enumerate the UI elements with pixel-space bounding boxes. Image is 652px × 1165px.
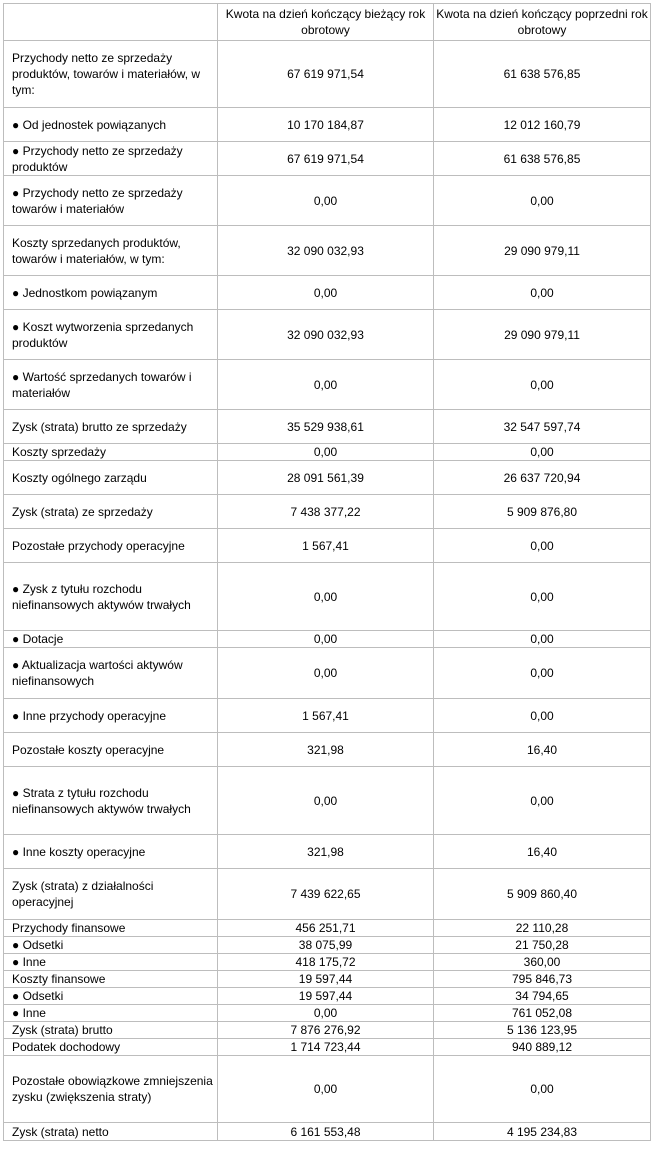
current-year-value: 1 567,41 — [218, 529, 434, 563]
previous-year-value: 0,00 — [434, 276, 651, 310]
table-row — [4, 971, 651, 988]
row-label: Koszty sprzedanych produktów, towarów i materiałów, w tym: — [4, 226, 218, 276]
header-empty-cell — [4, 4, 218, 41]
current-year-value: 28 091 561,39 — [218, 461, 434, 495]
table-row — [4, 767, 651, 835]
previous-year-value: 761 052,08 — [434, 1005, 651, 1022]
current-year-value: 38 075,99 — [218, 937, 434, 954]
current-year-value: 7 439 622,65 — [218, 869, 434, 920]
current-year-value: 67 619 971,54 — [218, 41, 434, 108]
table-row — [4, 444, 651, 461]
table-row — [4, 699, 651, 733]
table-row — [4, 461, 651, 495]
row-label: Zysk (strata) brutto ze sprzedaży — [4, 410, 218, 444]
previous-year-value: 21 750,28 — [434, 937, 651, 954]
previous-year-value: 4 195 234,83 — [434, 1123, 651, 1141]
previous-year-value: 26 637 720,94 — [434, 461, 651, 495]
row-label: ● Od jednostek powiązanych — [4, 108, 218, 142]
table-row — [4, 1039, 651, 1056]
current-year-value: 35 529 938,61 — [218, 410, 434, 444]
current-year-value: 7 438 377,22 — [218, 495, 434, 529]
table-row — [4, 920, 651, 937]
previous-year-value: 5 136 123,95 — [434, 1022, 651, 1039]
table-row — [4, 529, 651, 563]
header-previous-year: Kwota na dzień kończący poprzedni rok obrotowy — [434, 4, 651, 41]
row-label: Koszty ogólnego zarządu — [4, 461, 218, 495]
table-row — [4, 1005, 651, 1022]
row-label: Zysk (strata) z działalności operacyjnej — [4, 869, 218, 920]
table-row — [4, 142, 651, 176]
table-row — [4, 1056, 651, 1123]
row-label: ● Inne — [4, 1005, 218, 1022]
current-year-value: 67 619 971,54 — [218, 142, 434, 176]
row-label: ● Przychody netto ze sprzedaży produktów — [4, 142, 218, 176]
previous-year-value: 32 547 597,74 — [434, 410, 651, 444]
table-row — [4, 1022, 651, 1039]
row-label: ● Dotacje — [4, 631, 218, 648]
previous-year-value: 5 909 860,40 — [434, 869, 651, 920]
previous-year-value: 16,40 — [434, 835, 651, 869]
previous-year-value: 360,00 — [434, 954, 651, 971]
current-year-value: 321,98 — [218, 733, 434, 767]
current-year-value: 7 876 276,92 — [218, 1022, 434, 1039]
previous-year-value: 0,00 — [434, 631, 651, 648]
income-statement-table — [3, 3, 651, 1141]
previous-year-value: 61 638 576,85 — [434, 142, 651, 176]
current-year-value: 321,98 — [218, 835, 434, 869]
table-row — [4, 954, 651, 971]
row-label: ● Wartość sprzedanych towarów i materiałów — [4, 360, 218, 410]
table-row — [4, 495, 651, 529]
header-current-year: Kwota na dzień kończący bieżący rok obrotowy — [218, 4, 434, 41]
current-year-value: 10 170 184,87 — [218, 108, 434, 142]
current-year-value: 6 161 553,48 — [218, 1123, 434, 1141]
row-label: Podatek dochodowy — [4, 1039, 218, 1056]
table-row — [4, 360, 651, 410]
previous-year-value: 16,40 — [434, 733, 651, 767]
current-year-value: 0,00 — [218, 563, 434, 631]
current-year-value: 0,00 — [218, 176, 434, 226]
table-row — [4, 276, 651, 310]
row-label: ● Inne — [4, 954, 218, 971]
current-year-value: 32 090 032,93 — [218, 226, 434, 276]
current-year-value: 32 090 032,93 — [218, 310, 434, 360]
current-year-value: 0,00 — [218, 276, 434, 310]
previous-year-value: 29 090 979,11 — [434, 226, 651, 276]
row-label: Koszty sprzedaży — [4, 444, 218, 461]
current-year-value: 0,00 — [218, 360, 434, 410]
row-label: Zysk (strata) ze sprzedaży — [4, 495, 218, 529]
row-label: Zysk (strata) netto — [4, 1123, 218, 1141]
current-year-value: 456 251,71 — [218, 920, 434, 937]
row-label: Zysk (strata) brutto — [4, 1022, 218, 1039]
row-label: Koszty finansowe — [4, 971, 218, 988]
current-year-value: 1 714 723,44 — [218, 1039, 434, 1056]
current-year-value: 19 597,44 — [218, 988, 434, 1005]
table-row — [4, 563, 651, 631]
previous-year-value: 0,00 — [434, 563, 651, 631]
current-year-value: 19 597,44 — [218, 971, 434, 988]
table-row — [4, 176, 651, 226]
previous-year-value: 12 012 160,79 — [434, 108, 651, 142]
previous-year-value: 34 794,65 — [434, 988, 651, 1005]
row-label: Pozostałe przychody operacyjne — [4, 529, 218, 563]
row-label: ● Aktualizacja wartości aktywów niefinansowych — [4, 648, 218, 699]
table-row — [4, 869, 651, 920]
previous-year-value: 22 110,28 — [434, 920, 651, 937]
previous-year-value: 29 090 979,11 — [434, 310, 651, 360]
previous-year-value: 795 846,73 — [434, 971, 651, 988]
table-row — [4, 988, 651, 1005]
table-row — [4, 41, 651, 108]
previous-year-value: 61 638 576,85 — [434, 41, 651, 108]
current-year-value: 418 175,72 — [218, 954, 434, 971]
previous-year-value: 5 909 876,80 — [434, 495, 651, 529]
current-year-value: 0,00 — [218, 767, 434, 835]
table-row — [4, 733, 651, 767]
current-year-value: 0,00 — [218, 1056, 434, 1123]
current-year-value: 0,00 — [218, 444, 434, 461]
previous-year-value: 0,00 — [434, 529, 651, 563]
table-header-row — [4, 4, 651, 41]
row-label: ● Odsetki — [4, 988, 218, 1005]
row-label: ● Inne przychody operacyjne — [4, 699, 218, 733]
table-row — [4, 410, 651, 444]
row-label: ● Koszt wytworzenia sprzedanych produktów — [4, 310, 218, 360]
previous-year-value: 0,00 — [434, 360, 651, 410]
current-year-value: 1 567,41 — [218, 699, 434, 733]
previous-year-value: 0,00 — [434, 699, 651, 733]
row-label: Przychody netto ze sprzedaży produktów, towarów i materiałów, w tym: — [4, 41, 218, 108]
row-label: Przychody finansowe — [4, 920, 218, 937]
row-label: Pozostałe koszty operacyjne — [4, 733, 218, 767]
row-label: ● Zysk z tytułu rozchodu niefinansowych aktywów trwałych — [4, 563, 218, 631]
row-label: ● Inne koszty operacyjne — [4, 835, 218, 869]
current-year-value: 0,00 — [218, 631, 434, 648]
previous-year-value: 0,00 — [434, 1056, 651, 1123]
row-label: ● Przychody netto ze sprzedaży towarów i materiałów — [4, 176, 218, 226]
table-row — [4, 631, 651, 648]
table-row — [4, 937, 651, 954]
row-label: ● Jednostkom powiązanym — [4, 276, 218, 310]
table-row — [4, 226, 651, 276]
previous-year-value: 940 889,12 — [434, 1039, 651, 1056]
table-row — [4, 1123, 651, 1141]
row-label: Pozostałe obowiązkowe zmniejszenia zysku (zwiększenia straty) — [4, 1056, 218, 1123]
previous-year-value: 0,00 — [434, 176, 651, 226]
previous-year-value: 0,00 — [434, 444, 651, 461]
row-label: ● Strata z tytułu rozchodu niefinansowych aktywów trwałych — [4, 767, 218, 835]
table-row — [4, 648, 651, 699]
previous-year-value: 0,00 — [434, 767, 651, 835]
row-label: ● Odsetki — [4, 937, 218, 954]
current-year-value: 0,00 — [218, 648, 434, 699]
table-row — [4, 835, 651, 869]
previous-year-value: 0,00 — [434, 648, 651, 699]
current-year-value: 0,00 — [218, 1005, 434, 1022]
table-row — [4, 310, 651, 360]
table-row — [4, 108, 651, 142]
